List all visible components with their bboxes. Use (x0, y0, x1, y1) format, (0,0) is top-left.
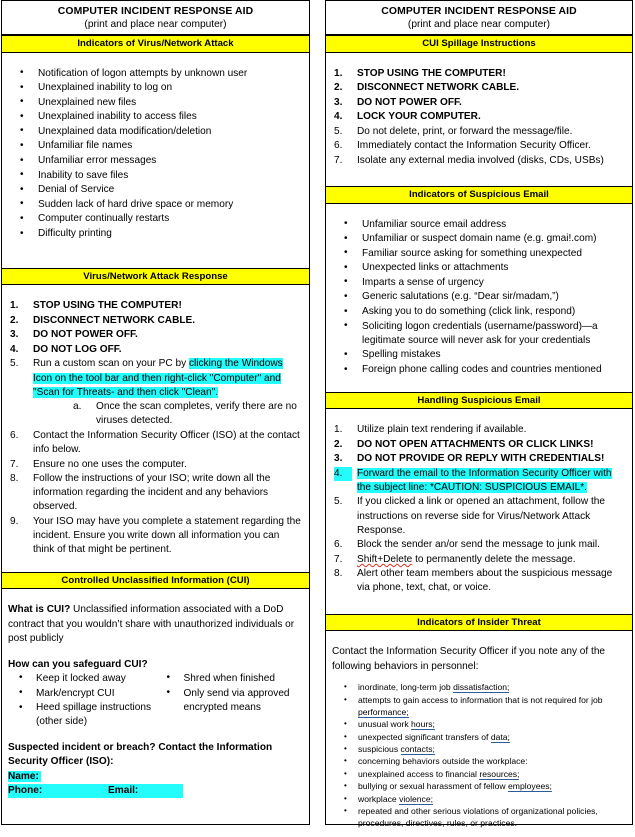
list-item: • Unfamiliar or suspect domain name (e.g. gmai!.com) (332, 232, 626, 246)
highlighted-text: Forward the email to the Information Security Officer with the subject line: *CAUTION: SUSPICIOUS EMAIL*. (357, 467, 612, 493)
list-item (8, 357, 303, 428)
list-item (332, 694, 626, 718)
list-text: DO NOT LOG OFF. (33, 343, 122, 355)
list-number: 4. (334, 111, 343, 122)
list-item (332, 743, 626, 755)
iso-email-label: Email: (108, 784, 139, 796)
list-item: • Difficulty printing (8, 227, 303, 241)
list-text-plain: Run a custom scan on your PC by (33, 358, 189, 370)
section-handling-suspicious-email (326, 409, 632, 614)
list-number: 4. (334, 467, 352, 481)
sub-list-marker: a. (73, 401, 82, 413)
list-item (8, 343, 303, 357)
list-item (8, 314, 303, 328)
list-item: • Sudden lack of hard drive space or memory (8, 198, 303, 212)
list-item: • Unexpected links or attachments (332, 261, 626, 275)
list-number: 8. (334, 568, 343, 580)
list-number: 7. (334, 553, 343, 565)
section-indicators-virus (2, 53, 309, 268)
list-number: 5. (334, 125, 343, 137)
list-item (332, 755, 626, 767)
spellcheck-flagged-text: Shift+Delete (357, 553, 413, 565)
list-item (332, 139, 626, 153)
list-item (332, 467, 626, 495)
list-item: • Unexplained inability to access files (8, 110, 303, 124)
list-number: 6. (334, 539, 343, 551)
list-text: DISCONNECT NETWORK CABLE. (357, 82, 520, 93)
right-title-block (326, 1, 632, 35)
section-suspicious-email-indicators (326, 204, 632, 392)
list-text: STOP USING THE COMPUTER! (357, 67, 506, 79)
grammar-flagged-text: dissatisfaction; (453, 682, 510, 693)
list-text: DISCONNECT NETWORK CABLE. (33, 314, 196, 326)
list-item (8, 472, 303, 515)
list-text: repeated and other serious violations of organizational policies, procedures, directives, rules, or practices. (358, 805, 598, 829)
cui-safeguard-heading: How can you safeguard CUI? (8, 658, 148, 670)
list-item (332, 438, 626, 452)
left-panel (1, 0, 310, 825)
list-text: unusual work (358, 719, 412, 730)
virus-response-list (8, 299, 303, 557)
list-text: DO NOT OPEN ATTACHMENTS OR CLICK LINKS! (357, 438, 594, 450)
sub-list-item (33, 400, 303, 428)
list-item: • Computer continually restarts (8, 212, 303, 226)
list-item (8, 429, 303, 457)
iso-name-field[interactable] (8, 770, 303, 784)
list-text: bullying or sexual harassment of fellow (358, 781, 508, 792)
grammar-flagged-text: data; (490, 731, 510, 742)
list-text: STOP USING THE COMPUTER! (33, 300, 182, 312)
insider-threat-list (332, 681, 626, 829)
list-text: Block the sender an/or send the message to junk mail. (357, 539, 600, 551)
list-item (332, 718, 626, 730)
list-number: 1. (10, 300, 19, 312)
list-number: 1. (334, 424, 343, 436)
cui-safeguard-col-right (156, 672, 304, 730)
list-number: 7. (334, 154, 343, 166)
list-number: 5. (10, 358, 19, 370)
list-number: 3. (334, 96, 343, 108)
list-item: • Keep it locked away (8, 672, 156, 686)
grammar-flagged-text: contacts; (400, 744, 435, 755)
list-item: • Unexplained new files (8, 96, 303, 110)
grammar-flagged-text: employees; (508, 781, 552, 792)
list-text: unexpected significant transfers of (358, 731, 491, 742)
list-item: • Imparts a sense of urgency (332, 276, 626, 290)
list-item (332, 793, 626, 805)
insider-threat-intro: Contact the Information Security Officer if you note any of the following behaviors in personnel: (332, 646, 606, 672)
list-text: concerning behaviors outside the workplace: (358, 756, 528, 767)
list-text: DO NOT POWER OFF. (33, 329, 138, 341)
iso-phone-email-fields[interactable] (8, 784, 183, 798)
cui-contact-line: Suspected incident or breach? Contact the Information Security Officer (ISO): (8, 741, 273, 768)
list-text: Alert other team members about the suspicious message via phone, text, chat, or voice. (357, 568, 613, 594)
list-item: • Unfamiliar source email address (332, 218, 626, 232)
left-title-block (2, 1, 309, 35)
handling-suspicious-email-list (332, 423, 626, 596)
list-item: • Unfamiliar file names (8, 139, 303, 153)
list-text: inordinate, long-term job (358, 682, 454, 693)
cui-definition-label: What is CUI? (8, 604, 71, 616)
right-page-title: COMPUTER INCIDENT RESPONSE AID (381, 6, 577, 17)
list-number: 5. (334, 496, 343, 508)
list-item: • Spelling mistakes (332, 348, 626, 362)
cui-safeguard-columns (8, 672, 303, 730)
list-text: Follow the instructions of your ISO; write down all the information regarding the incident and any behaviors observed. (33, 473, 271, 513)
list-number: 1. (334, 67, 343, 79)
list-number: 3. (334, 453, 343, 465)
section-virus-response (2, 285, 309, 572)
cui-safeguard-list-left (8, 672, 156, 730)
list-text: to permanently delete the message. (412, 553, 576, 565)
list-text: Contact the Information Security Officer (ISO) at the contact info below. (33, 429, 300, 456)
grammar-flagged-text: hours; (411, 719, 435, 730)
list-item: • Unexplained data modification/deletion (8, 125, 303, 139)
list-item: • Notification of logon attempts by unknown user (8, 67, 303, 81)
iso-phone-label: Phone: (8, 784, 43, 796)
list-text: LOCK YOUR COMPUTER. (357, 111, 481, 122)
sub-list-text: Once the scan completes, verify there are no viruses detected. (96, 401, 297, 427)
list-item: • Foreign phone calling codes and countries mentioned (332, 363, 626, 377)
list-number: 7. (10, 458, 19, 470)
list-item (332, 553, 626, 567)
list-item: • Unfamiliar error messages (8, 154, 303, 168)
list-item (8, 458, 303, 472)
list-item: • Familiar source asking for something unexpected (332, 247, 626, 261)
left-page-subtitle: (print and place near computer) (84, 19, 227, 30)
grammar-flagged-text: resources; (479, 768, 520, 779)
list-text: Immediately contact the Information Security Officer. (357, 140, 591, 151)
list-number: 9. (10, 515, 19, 527)
list-item (332, 125, 626, 139)
section-heading-insider-threat: Indicators of Insider Threat (326, 614, 632, 632)
list-item (8, 515, 303, 558)
left-page-title: COMPUTER INCIDENT RESPONSE AID (57, 6, 254, 17)
cui-safeguard-col-left (8, 672, 156, 730)
section-cui (2, 589, 309, 824)
list-item (332, 96, 626, 110)
list-item: • Generic salutations (e.g. “Dear sir/madam,”) (332, 290, 626, 304)
list-number: 3. (10, 329, 19, 341)
list-number: 8. (10, 473, 19, 485)
cui-safeguard-list-right (156, 672, 304, 715)
list-item (332, 495, 626, 538)
list-item: • Only send via approved encrypted means (156, 687, 304, 715)
iso-name-label: Name: (8, 770, 39, 782)
cui-definition-text: Unclassified information associated with a DoD contract that you wouldn’t share with unauthorized individuals or post publicly (8, 604, 295, 645)
highlighted-text: clicking the Windows Icon on the tool bar and then right-click "Computer" and "Scan for Threats- and then click "Clean". (33, 358, 283, 398)
list-text: unexplained access to financial (358, 768, 480, 779)
section-heading-cui: Controlled Unclassified Information (CUI) (2, 572, 309, 590)
list-item (332, 768, 626, 780)
list-item (332, 81, 626, 95)
list-item: • Shred when finished (156, 672, 304, 686)
list-item (8, 299, 303, 313)
list-item (332, 681, 626, 693)
list-item: • Unexplained inability to log on (8, 81, 303, 95)
list-text: Utilize plain text rendering if available. (357, 424, 527, 436)
list-item: • Asking you to do something (click link, respond) (332, 305, 626, 319)
list-text: workplace (358, 793, 400, 804)
suspicious-email-indicators-list (332, 218, 626, 378)
virus-indicators-list (8, 67, 303, 242)
right-panel (325, 0, 633, 829)
right-page-subtitle: (print and place near computer) (407, 19, 551, 30)
list-text: attempts to gain access to information that is not required for job (358, 694, 603, 705)
list-item: • Soliciting logon credentials (username/password)—a legitimate source will never ask for your credentials (332, 320, 626, 348)
list-item: • Denial of Service (8, 183, 303, 197)
list-text: DO NOT PROVIDE OR REPLY WITH CREDENTIALS! (357, 453, 605, 465)
section-heading-virus-response: Virus/Network Attack Response (2, 268, 309, 286)
list-text: Isolate any external media involved (disks, CDs, USBs) (357, 154, 604, 166)
list-item (332, 423, 626, 437)
list-number: 2. (334, 438, 343, 450)
list-text: Your ISO may have you complete a statement regarding the incident. Ensure you write down all information you can think of that might be pertinent. (33, 515, 301, 556)
list-item (332, 780, 626, 792)
list-number: 6. (334, 140, 343, 151)
list-item (8, 328, 303, 342)
section-cui-spillage (326, 53, 632, 187)
grammar-flagged-text: performance; (358, 706, 409, 717)
list-item (332, 731, 626, 743)
list-item (332, 452, 626, 466)
section-heading-suspicious-email-indicators: Indicators of Suspicious Email (326, 186, 632, 204)
list-item (332, 110, 626, 124)
list-number: 2. (334, 82, 343, 93)
list-number: 4. (10, 343, 19, 355)
list-item: • Mark/encrypt CUI (8, 687, 156, 701)
list-item (332, 538, 626, 552)
list-item (332, 567, 626, 595)
section-heading-indicators-virus: Indicators of Virus/Network Attack (2, 35, 309, 53)
list-item (332, 805, 626, 829)
section-insider-threat (326, 631, 632, 836)
list-text: suspicious (358, 744, 401, 755)
list-item: • Inability to save files (8, 169, 303, 183)
cui-definition (8, 603, 303, 646)
grammar-flagged-text: violence; (399, 793, 433, 804)
list-text: If you clicked a link or opened an attachment, follow the instructions on reverse side for Virus/Network Attack Response. (357, 496, 606, 536)
list-text: Do not delete, print, or forward the message/file. (357, 125, 573, 137)
list-text: Ensure no one uses the computer. (33, 458, 187, 470)
list-item (332, 154, 626, 168)
section-heading-handling-suspicious-email: Handling Suspicious Email (326, 392, 632, 410)
list-number: 2. (10, 314, 19, 326)
list-item: • Heed spillage instructions (other side) (8, 701, 156, 729)
list-item (332, 67, 626, 81)
list-number: 6. (10, 429, 19, 441)
list-text: DO NOT POWER OFF. (357, 96, 462, 108)
section-heading-cui-spillage: CUI Spillage Instructions (326, 35, 632, 53)
cui-spillage-list (332, 67, 626, 168)
